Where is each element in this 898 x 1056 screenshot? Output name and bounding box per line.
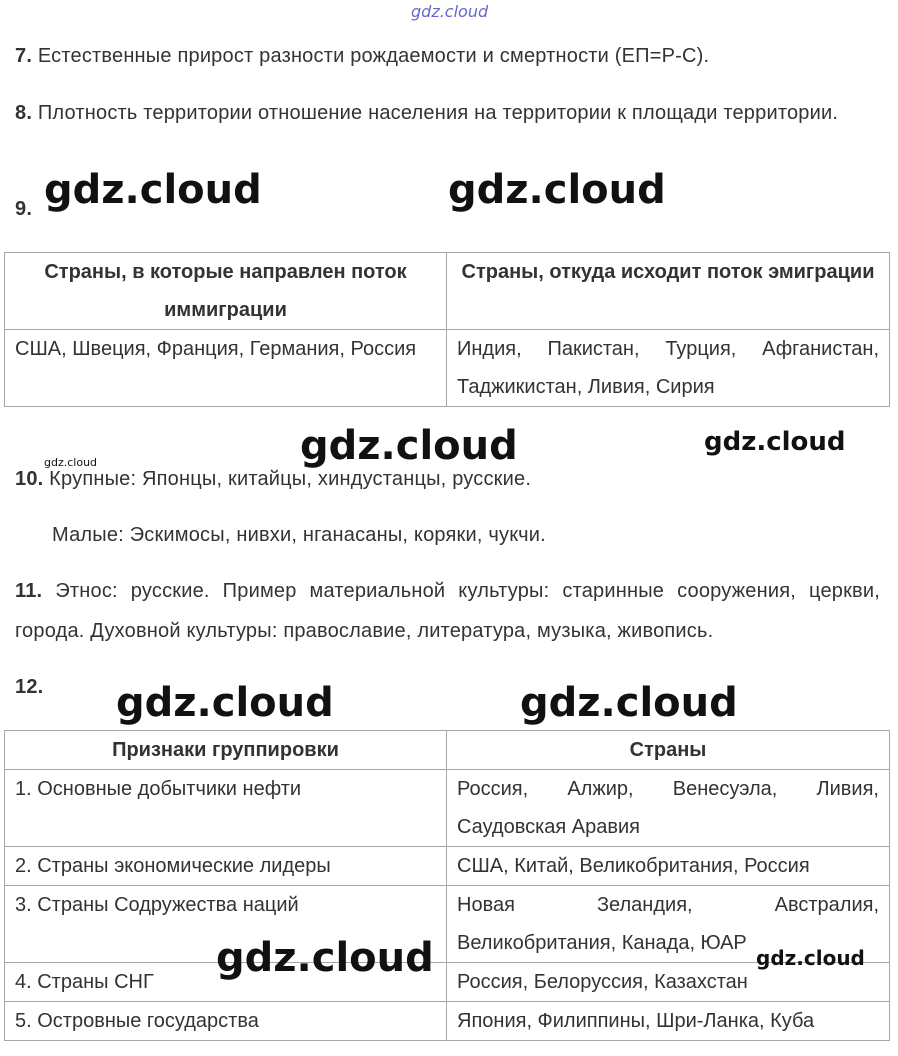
- table-header-row: [5, 253, 890, 330]
- watermark-big: gdz.cloud: [116, 680, 334, 726]
- table-cell: Новая Зеландия, Австралия, Великобритания, Канада, ЮАР: [447, 886, 890, 963]
- grouping-table: [4, 730, 890, 1041]
- item-10: [15, 459, 880, 499]
- table-header-cell: Страны, в которые направлен поток иммиграции: [5, 253, 447, 330]
- watermark-mid: gdz.cloud: [704, 427, 846, 457]
- watermark-big: gdz.cloud: [44, 167, 262, 213]
- item-7: [15, 36, 880, 76]
- watermark-big: gdz.cloud: [448, 167, 666, 213]
- migration-table: [4, 252, 890, 407]
- watermark-small: gdz.cloud: [44, 456, 98, 469]
- item-11-text: Этнос: русские. Пример материальной культуры: старинные сооружения, церкви, города. Духовной культуры: православие, литература, музыка, живопись.: [15, 580, 880, 642]
- table-cell: 3. Страны Содружества наций: [5, 886, 447, 963]
- table-cell: США, Швеция, Франция, Германия, Россия: [5, 330, 447, 407]
- item-7-number: 7.: [15, 45, 33, 67]
- watermark-big: gdz.cloud: [300, 423, 518, 469]
- table-cell: 1. Основные добытчики нефти: [5, 770, 447, 847]
- table-row: [5, 847, 890, 886]
- table-header-row: [5, 731, 890, 770]
- item-8: [15, 93, 880, 133]
- table-header-cell: Признаки группировки: [5, 731, 447, 770]
- table-cell: США, Китай, Великобритания, Россия: [447, 847, 890, 886]
- item-10-line2: Малые: Эскимосы, нивхи, нганасаны, коряки, чукчи.: [52, 524, 546, 546]
- item-10-number: 10.: [15, 468, 44, 490]
- item-11-number: 11.: [15, 580, 43, 602]
- item-12: [15, 667, 43, 707]
- table-cell: 5. Островные государства: [5, 1002, 447, 1041]
- item-8-number: 8.: [15, 102, 33, 124]
- item-7-text: Естественные прирост разности рождаемости и смертности (ЕП=Р-С).: [37, 45, 710, 67]
- watermark-big: gdz.cloud: [216, 935, 434, 981]
- watermark-big: gdz.cloud: [520, 680, 738, 726]
- item-9: [15, 189, 32, 229]
- item-9-number: 9.: [15, 198, 33, 220]
- item-11: [15, 571, 880, 651]
- table-row: [5, 330, 890, 407]
- item-10-text: Крупные: Японцы, китайцы, хиндустанцы, русские.: [49, 468, 532, 490]
- table-cell: Индия, Пакистан, Турция, Афганистан, Таджикистан, Ливия, Сирия: [447, 330, 890, 407]
- watermark-mid: gdz.cloud: [756, 946, 865, 970]
- table-cell: Россия, Белоруссия, Казахстан: [447, 963, 890, 1002]
- table-cell: 2. Страны экономические лидеры: [5, 847, 447, 886]
- table-row: [5, 770, 890, 847]
- table-cell: Россия, Алжир, Венесуэла, Ливия, Саудовская Аравия: [447, 770, 890, 847]
- table-row: [5, 1002, 890, 1041]
- table-cell: 4. Страны СНГ: [5, 963, 447, 1002]
- table-header-cell: Страны, откуда исходит поток эмиграции: [447, 253, 890, 330]
- table-header-cell: Страны: [447, 731, 890, 770]
- item-8-text: Плотность территории отношение населения на территории к площади территории.: [37, 102, 839, 124]
- item-12-number: 12.: [15, 676, 44, 698]
- table-cell: Япония, Филиппины, Шри-Ланка, Куба: [447, 1002, 890, 1041]
- watermark-top: gdz.cloud: [411, 2, 489, 21]
